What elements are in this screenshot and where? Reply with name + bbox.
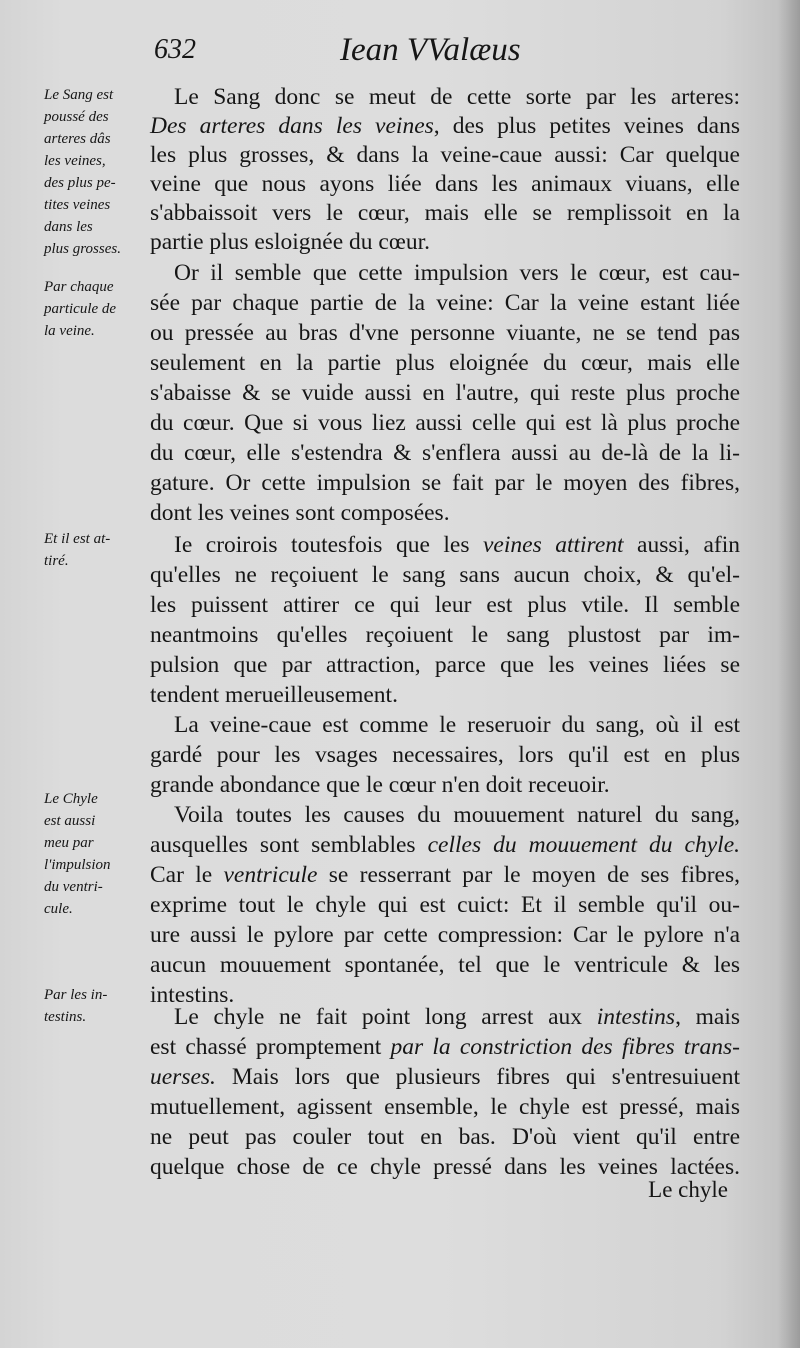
margin-note-line: arteres dâs — [44, 131, 111, 147]
text-line — [150, 140, 740, 170]
page-number: 632 — [154, 34, 196, 65]
text-run: s'abaisse & se vuide aussi en l'autre, qui reste plus proche — [150, 380, 740, 406]
margin-note-line: dans les — [44, 219, 93, 235]
text-run: Car le — [150, 862, 224, 888]
margin-note-line: tites veines — [44, 197, 111, 213]
margin-note-line: Par chaque — [44, 279, 114, 295]
text-line — [150, 1062, 740, 1092]
margin-note-line: Le Sang est — [44, 87, 114, 103]
text-run: grande abondance que le cœur n'en doit receuoir. — [150, 772, 610, 798]
text-line — [150, 830, 740, 860]
text-line — [150, 318, 740, 348]
text-line — [150, 560, 740, 590]
text-run: Le chyle ne fait point long arrest aux — [174, 1004, 597, 1030]
margin-note-line: tiré. — [44, 553, 69, 569]
text-run: aussi, afin — [623, 532, 740, 558]
text-run: ure aussi le pylore par cette compression: Car le pylore n'a — [150, 922, 740, 948]
margin-note-line: du ventri- — [44, 879, 103, 895]
text-line — [150, 348, 740, 378]
text-line — [150, 227, 740, 257]
running-head: Iean VValæus — [340, 32, 521, 68]
margin-note-line: plus grosses. — [44, 241, 121, 257]
text-line — [150, 408, 740, 438]
text-run: exprime tout le chyle qui est cuict: Et il semble qu'il ou- — [150, 892, 740, 918]
margin-note — [44, 528, 162, 572]
text-run: gardé pour les vsages necessaires, lors qu'il est en plus — [150, 742, 740, 768]
text-line — [150, 1122, 740, 1152]
text-run: Mais lors que plusieurs fibres qui s'entresuiuent — [215, 1064, 740, 1090]
italic-text: celles du mouuement du chyle. — [427, 832, 740, 858]
text-run: ausquelles sont semblables — [150, 832, 428, 858]
text-line — [150, 650, 740, 680]
text-run: intestins. — [150, 982, 235, 1008]
text-run: partie plus esloignée du cœur. — [150, 229, 430, 255]
italic-text: uerses. — [150, 1064, 216, 1090]
text-run: du cœur. Que si vous liez aussi celle qui est là plus proche — [150, 410, 740, 436]
text-line — [150, 920, 740, 950]
margin-note-line: est aussi — [44, 813, 96, 829]
italic-text: veines attirent — [483, 532, 624, 558]
text-run: tendent merueilleusement. — [150, 682, 398, 708]
text-run: dont les veines sont composées. — [150, 500, 450, 526]
margin-note-line: particule de — [44, 301, 117, 317]
text-line — [150, 498, 740, 528]
text-run: les plus grosses, & dans la veine-caue aussi: Car quelque — [150, 142, 740, 168]
margin-note-line: les veines, — [44, 153, 106, 169]
text-run: neantmoins qu'elles reçoiuent le sang plustost par im- — [150, 622, 740, 648]
margin-note — [44, 984, 162, 1028]
margin-note-line: meu par — [44, 835, 94, 851]
margin-note — [44, 276, 162, 342]
text-run: se resserrant par le moyen de ses fibres, — [317, 862, 741, 888]
text-run: ne peut pas couler tout en bas. D'où vient qu'il entre — [150, 1124, 740, 1150]
italic-text: par la constriction des fibres trans- — [390, 1034, 740, 1060]
text-line — [150, 198, 740, 228]
text-line — [150, 860, 740, 890]
catchword: Le chyle — [648, 1177, 728, 1202]
text-run: La veine-caue est comme le reseruoir du sang, où il est — [174, 712, 740, 738]
text-line — [150, 288, 740, 318]
text-line — [150, 890, 740, 920]
text-run: mutuellement, agissent ensemble, le chyle est pressé, mais — [150, 1094, 740, 1120]
text-line — [150, 590, 740, 620]
margin-note-line: des plus pe- — [44, 175, 116, 191]
text-run: Ie croirois toutesfois que les — [174, 532, 483, 558]
text-run: qu'elles ne reçoiuent le sang sans aucun choix, & qu'el- — [150, 562, 740, 588]
text-run: Or il semble que cette impulsion vers le cœur, est cau- — [174, 260, 740, 286]
text-line — [150, 169, 740, 199]
text-run: veine que nous ayons liée dans les animaux viuans, elle — [150, 171, 740, 197]
text-run: ou pressée au bras d'vne personne viuante, ne se tend pas — [150, 320, 740, 346]
margin-note-line: la veine. — [44, 323, 95, 339]
margin-note — [44, 788, 162, 920]
text-line — [150, 258, 740, 288]
text-line — [150, 800, 740, 830]
text-run: est chassé promptement — [150, 1034, 391, 1060]
text-line — [150, 468, 740, 498]
margin-note-line: cule. — [44, 901, 73, 917]
margin-note-line: testins. — [44, 1009, 87, 1025]
text-run: les puissent attirer ce qui leur est plus vtile. Il semble — [150, 592, 740, 618]
margin-note-line: poussé des — [44, 109, 109, 125]
text-run: s'abbaissoit vers le cœur, mais elle se remplissoit en la — [150, 200, 740, 226]
margin-note-line: Par les in- — [44, 987, 108, 1003]
text-run: gature. Or cette impulsion se fait par le moyen des fibres, — [150, 470, 740, 496]
italic-text: ventricule — [223, 862, 318, 888]
text-run: , mais — [675, 1004, 741, 1030]
text-line — [150, 111, 740, 141]
text-line — [150, 1092, 740, 1122]
text-run: aucun mouuement spontanée, tel que le ventricule & les — [150, 952, 740, 978]
text-run: sée par chaque partie de la veine: Car la veine estant liée — [150, 290, 740, 316]
text-run: Voila toutes les causes du mouuement naturel du sang, — [174, 802, 740, 828]
text-line — [150, 438, 740, 468]
margin-note-line: Et il est at- — [44, 531, 111, 547]
text-line — [150, 950, 740, 980]
text-line — [150, 770, 740, 800]
margin-note — [44, 84, 162, 260]
text-line — [150, 378, 740, 408]
text-run: seulement en la partie plus eloignée du cœur, mais elle — [150, 350, 740, 376]
text-line — [150, 710, 740, 740]
text-line — [150, 82, 740, 112]
text-line — [150, 1032, 740, 1062]
text-line — [150, 740, 740, 770]
text-run: quelque chose de ce chyle pressé dans les veines lactées. — [150, 1154, 740, 1180]
margin-note-line: Le Chyle — [44, 791, 98, 807]
italic-text: Des arteres dans les veines — [150, 113, 434, 139]
text-run: du cœur, elle s'estendra & s'enflera aussi au de-là de la li- — [150, 440, 740, 466]
text-run: Le Sang donc se meut de cette sorte par les arteres: — [174, 84, 740, 110]
text-line — [150, 530, 740, 560]
page-gutter-shadow — [778, 0, 800, 1348]
text-line — [150, 680, 740, 710]
italic-text: intestins — [596, 1004, 676, 1030]
text-run: pulsion que par attraction, parce que les veines liées se — [150, 652, 740, 678]
margin-note-line: l'impulsion — [44, 857, 111, 873]
text-line — [150, 1002, 740, 1032]
text-line — [150, 620, 740, 650]
page-header — [150, 32, 760, 72]
text-run: , des plus petites veines dans — [433, 113, 740, 139]
